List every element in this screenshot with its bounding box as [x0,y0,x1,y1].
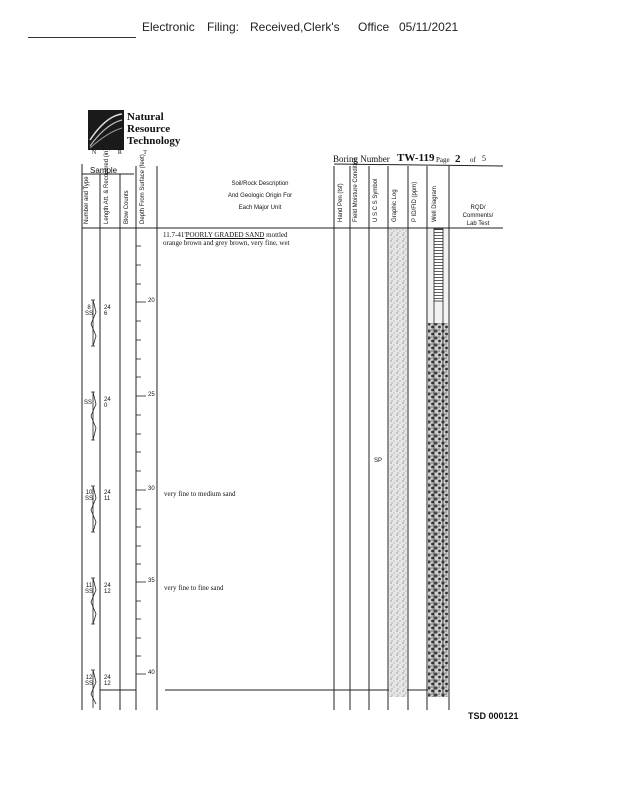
stamp-electronic: Electronic [142,20,195,34]
well-screen [434,229,443,301]
sample-id: SS [83,400,92,406]
graphic-log-sand [389,229,407,697]
col-number-type: Number and Type [84,176,90,224]
logo-line-3: Technology [127,135,181,147]
col-depth: Depth From Surface (feet) [140,154,146,224]
col-hand-pen: Hand Pen (tsf) [338,183,344,222]
well-filter-pack [428,323,448,697]
description-note: very fine to medium sand [164,490,236,498]
depth-label: 30 [148,486,155,492]
sample-id: 8 SS [84,305,93,317]
uscs-symbol: SP [374,458,383,464]
col-graphic-log: Graphic Log [392,189,398,222]
col-uscs: U S C S Symbol [373,178,379,222]
depth-label: 40 [148,670,155,676]
sample-length: 24 11 [104,490,111,502]
sample-id: 10 SS [84,490,93,502]
unit-description: 11.7-41'POORLY GRADED SAND mottled orange brown and grey brown, very fine, wet [163,231,290,247]
boring-number: TW-119 [397,152,435,164]
description-note: very fine to fine sand [164,584,224,592]
depth-label: 20 [148,298,155,304]
page-number: 2 [455,153,461,165]
bates-number: TSD 000121 [468,711,519,721]
logo-line-1: Natural [127,111,164,123]
page-of-label: of [470,156,476,164]
stamp-received: Received,Clerk's [250,20,340,34]
sample-id: 11 SS [84,583,93,595]
col-pid: P ID/FID (ppm) [412,181,418,222]
sample-group-heading: Sample [90,166,118,175]
sample-id: 12 SS [84,675,93,687]
depth-label: 35 [148,578,155,584]
stamp-office: Office [358,20,390,34]
page-label: Page [436,156,450,164]
depth-label: 25 [148,392,155,398]
col-blow-counts: Blow Counts [124,190,130,224]
logo-letters: N R T [92,150,157,156]
stamp-filing: Filing: [207,20,240,34]
col-rqd-comments: RQD/ Comments/ Lab Test [462,205,494,227]
col-field-moisture: Field Moisture Condition [353,157,359,222]
stamp-date: 05/11/2021 [399,20,459,34]
col-well-diagram: Well Diagram [432,186,438,222]
col-description: Soil/Rock Description And Geologic Origin For Each Major Unit [227,181,293,211]
page-total: 5 [482,154,486,163]
sample-length: 24 6 [104,305,111,317]
sample-length: 24 12 [104,583,111,595]
sample-length: 24 12 [104,675,111,687]
col-length-recovered: Length Att. & Recovered (in) [104,148,110,224]
boring-number-label: Boring Number [333,154,390,164]
sample-length: 24 0 [104,397,111,409]
logo-line-2: Resource [127,123,171,135]
